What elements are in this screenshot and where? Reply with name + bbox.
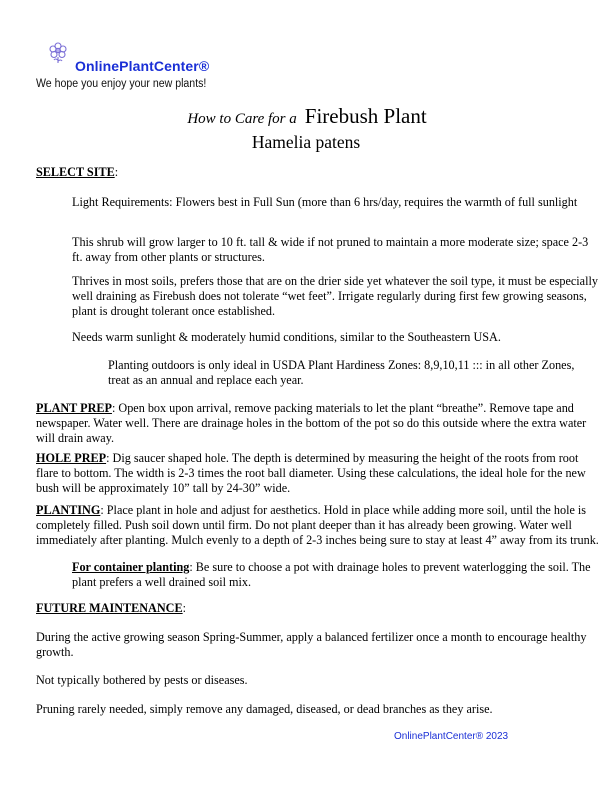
planting-heading: PLANTING: [36, 503, 101, 517]
footer-copyright: OnlinePlantCenter® 2023: [394, 731, 509, 742]
select-site-heading: SELECT SITE: [36, 165, 115, 179]
container-planting-paragraph: [72, 560, 600, 590]
plant-prep-text: : Open box upon arrival, remove packing materials to let the plant “breathe”. Remove tape and newspaper. Water well. There are drainage holes in the bottom of the pot so do this outside where the extra water will drain away.: [36, 401, 587, 445]
tagline: We hope you enjoy your new plants!: [36, 78, 207, 90]
select-site-heading-suffix: :: [114, 165, 119, 179]
title-main: Firebush Plant: [304, 104, 427, 128]
hole-prep-heading: HOLE PREP: [36, 451, 107, 465]
planting-text: : Place plant in hole and adjust for aesthetics. Hold in place while adding more soil, until the hole is completely filled. Push soil down until firm. Do not plant deeper than it has already been growing. Water well immediately after planting. Mulch evenly to a depth of 2-3 inches being sure to stay at least 4” away from its trunk.: [36, 503, 599, 547]
future-maintenance-heading-block: [36, 601, 186, 616]
brand-name: OnlinePlantCenter®: [75, 58, 210, 74]
climate: Needs warm sunlight & moderately humid conditions, similar to the Southeastern USA.: [72, 330, 501, 344]
future-maintenance-heading-suffix: :: [182, 601, 186, 615]
future-maintenance-heading: FUTURE MAINTENANCE: [36, 601, 183, 615]
hole-prep-text: : Dig saucer shaped hole. The depth is determined by measuring the height of the roots from root flare to bottom. The width is 2-3 times the root ball diameter. Using these calculations, the ideal hole for the new bush will be approximately 10” tall by 24-30” wide.: [36, 451, 586, 495]
pruning-note: Pruning rarely needed, simply remove any damaged, diseased, or dead branches as they arise.: [36, 702, 493, 716]
container-planting-heading: For container planting: [72, 560, 190, 574]
pest-note: Not typically bothered by pests or diseases.: [36, 673, 248, 687]
light-requirements: Light Requirements: Flowers best in Full Sun (more than 6 hrs/day, requires the warmth of full sunlight: [72, 195, 578, 209]
page-title: [0, 104, 612, 129]
title-prefix: How to Care for a: [187, 111, 297, 127]
container-planting-text: : Be sure to choose a pot with drainage holes to prevent waterlogging the soil. The plant prefers a well drained soil mix.: [72, 560, 591, 589]
hole-prep-paragraph: [36, 451, 601, 496]
plant-prep-paragraph: [36, 401, 601, 446]
plant-prep-heading: PLANT PREP: [36, 401, 112, 415]
planting-paragraph: [36, 503, 606, 548]
size-spacing: This shrub will grow larger to 10 ft. tall & wide if not pruned to maintain a more moderate size; space 2-3 ft. away from other plants or structures.: [72, 235, 589, 264]
soil-watering: Thrives in most soils, prefers those that are on the drier side yet whatever the soil type, it must be especially well draining as Firebush does not tolerate “wet feet”. Irrigate regularly during first few growing seasons, plant is drought tolerant once established.: [72, 274, 598, 318]
botanical-name: Hamelia patens: [251, 132, 361, 152]
select-site-heading-block: [36, 165, 118, 180]
fertilizer-instructions: During the active growing season Spring-Summer, apply a balanced fertilizer once a month to encourage healthy growth.: [36, 630, 587, 659]
hardiness-zones: Planting outdoors is only ideal in USDA Plant Hardiness Zones: 8,9,10,11 ::: in all other Zones, treat as an annual and replace each year.: [108, 358, 575, 387]
flower-logo-icon: [46, 40, 70, 64]
page-subtitle: [0, 132, 612, 153]
